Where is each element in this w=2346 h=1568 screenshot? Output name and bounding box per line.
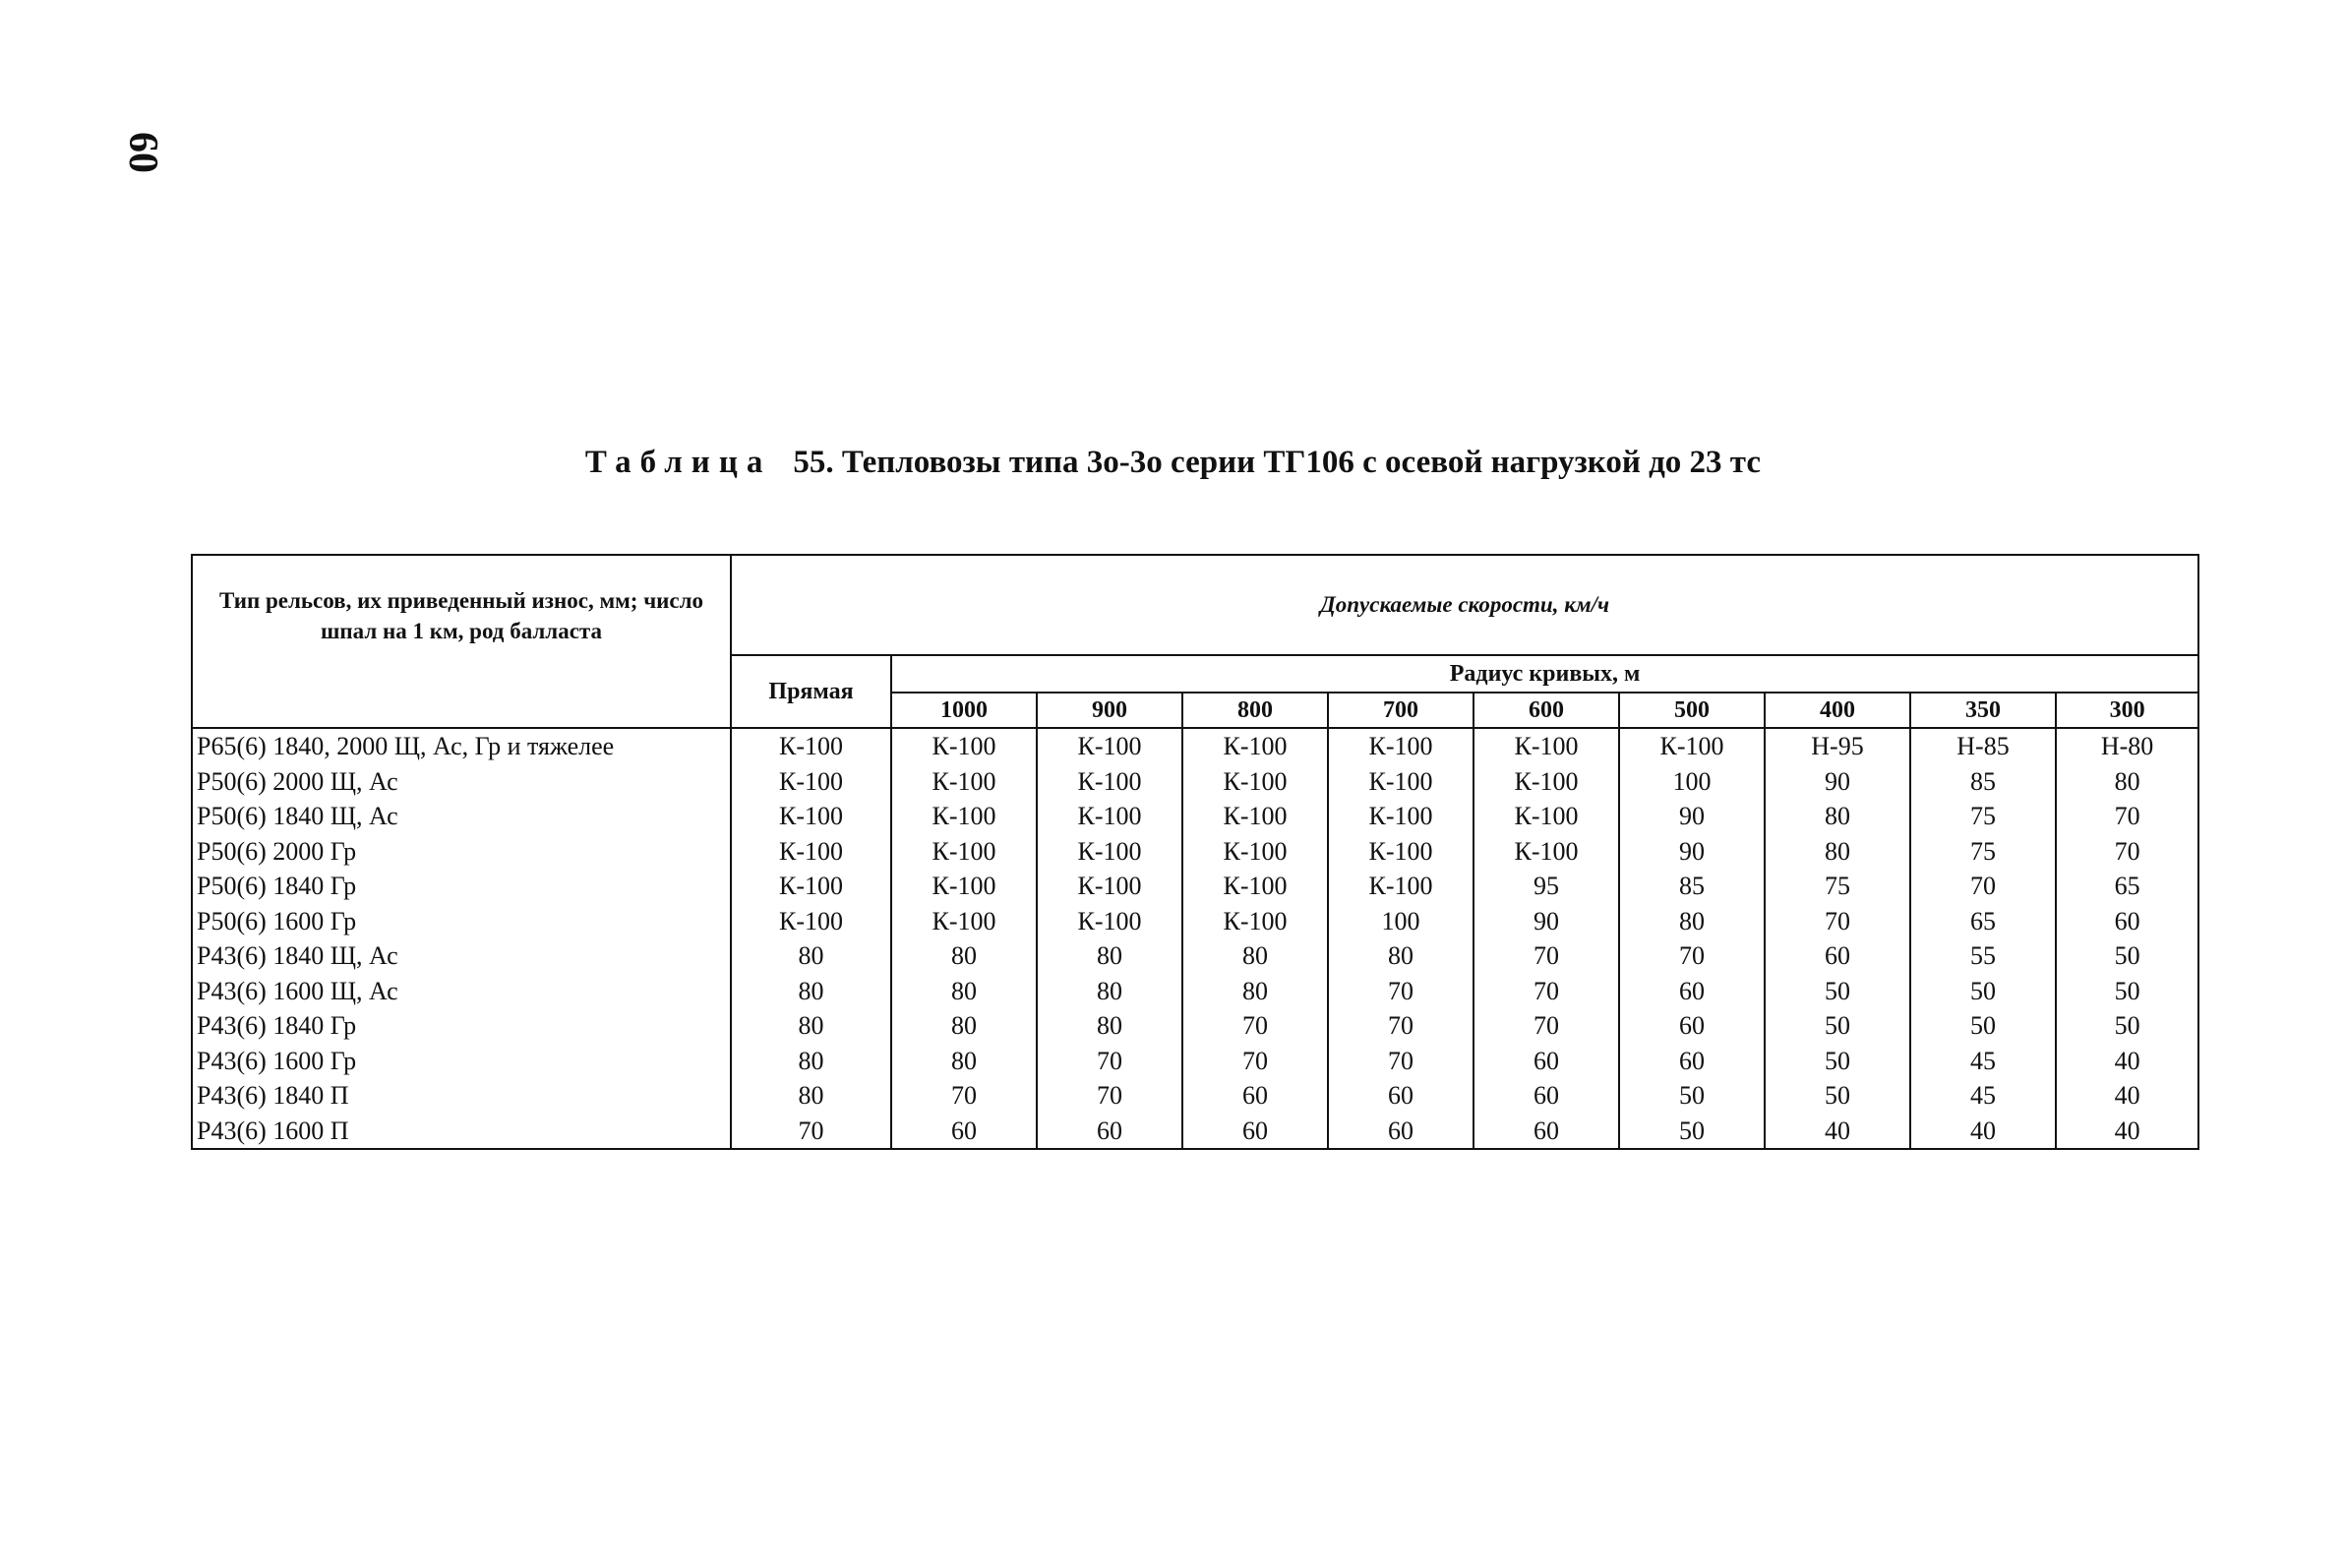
speed-cell-radius-800: К-100	[1182, 869, 1328, 904]
speed-cell-radius-400: 80	[1765, 799, 1910, 834]
speed-cell-radius-400: 50	[1765, 1044, 1910, 1079]
speed-cell-radius-900: К-100	[1037, 869, 1182, 904]
rail-type-cell: Р43(6) 1600 Щ, Ас	[192, 974, 731, 1009]
speed-cell-radius-900: К-100	[1037, 764, 1182, 800]
page-number-text: 60	[120, 132, 165, 173]
speed-cell-radius-350: 75	[1910, 834, 2056, 870]
speed-cell-radius-500: 50	[1619, 1078, 1765, 1114]
speed-cell-radius-500: 60	[1619, 1008, 1765, 1044]
speed-cell-radius-900: 70	[1037, 1078, 1182, 1114]
rail-type-cell: Р43(6) 1840 Щ, Ас	[192, 938, 731, 974]
speed-cell-radius-800: К-100	[1182, 728, 1328, 764]
speed-cell-radius-600: К-100	[1474, 799, 1619, 834]
speed-cell-radius-300: 65	[2056, 869, 2198, 904]
speed-cell-radius-700: 70	[1328, 974, 1474, 1009]
speed-cell-radius-800: К-100	[1182, 764, 1328, 800]
speed-cell-radius-500: К-100	[1619, 728, 1765, 764]
speed-cell-radius-600: 60	[1474, 1044, 1619, 1079]
header-radius-400: 400	[1765, 693, 1910, 728]
speed-cell-radius-400: Н-95	[1765, 728, 1910, 764]
speed-cell-radius-400: 70	[1765, 904, 1910, 939]
rail-type-cell: Р50(6) 1600 Гр	[192, 904, 731, 939]
speed-cell-radius-900: 70	[1037, 1044, 1182, 1079]
speed-cell-radius-350: 55	[1910, 938, 2056, 974]
speed-cell-straight: 80	[731, 1078, 891, 1114]
speed-cell-radius-350: 70	[1910, 869, 2056, 904]
speed-cell-straight: К-100	[731, 799, 891, 834]
speed-cell-straight: К-100	[731, 728, 891, 764]
speed-cell-radius-900: 80	[1037, 938, 1182, 974]
speed-cell-radius-900: К-100	[1037, 834, 1182, 870]
speed-cell-radius-700: 70	[1328, 1044, 1474, 1079]
table-row	[192, 1008, 2198, 1044]
speed-cell-straight: К-100	[731, 869, 891, 904]
rail-type-cell: Р43(6) 1840 Гр	[192, 1008, 731, 1044]
speed-cell-radius-500: 70	[1619, 938, 1765, 974]
speed-cell-radius-800: 80	[1182, 974, 1328, 1009]
speed-cell-radius-350: 75	[1910, 799, 2056, 834]
table-header	[192, 555, 2198, 728]
table-row	[192, 799, 2198, 834]
speed-cell-radius-800: К-100	[1182, 834, 1328, 870]
speed-cell-radius-600: 90	[1474, 904, 1619, 939]
table-title-label: Таблица	[584, 445, 772, 480]
speed-cell-radius-900: 80	[1037, 1008, 1182, 1044]
table-row	[192, 869, 2198, 904]
speed-cell-radius-350: 85	[1910, 764, 2056, 800]
header-radius-350: 350	[1910, 693, 2056, 728]
header-rail-type: Тип рельсов, их приведенный износ, мм; число шпал на 1 км, род балласта	[192, 555, 731, 728]
table-row	[192, 1114, 2198, 1150]
speed-cell-straight: 80	[731, 1044, 891, 1079]
speed-table	[191, 554, 2199, 1150]
speed-cell-radius-700: 70	[1328, 1008, 1474, 1044]
speed-cell-radius-1000: К-100	[891, 834, 1037, 870]
speed-cell-straight: К-100	[731, 764, 891, 800]
header-radius-500: 500	[1619, 693, 1765, 728]
speed-cell-radius-700: К-100	[1328, 728, 1474, 764]
speed-cell-radius-500: 60	[1619, 1044, 1765, 1079]
speed-cell-radius-400: 50	[1765, 1008, 1910, 1044]
speed-cell-radius-300: 40	[2056, 1078, 2198, 1114]
speed-cell-radius-1000: 70	[891, 1078, 1037, 1114]
speed-cell-radius-800: 70	[1182, 1044, 1328, 1079]
speed-cell-radius-600: 70	[1474, 938, 1619, 974]
speed-cell-radius-300: 70	[2056, 799, 2198, 834]
speed-cell-radius-800: К-100	[1182, 799, 1328, 834]
table-row	[192, 904, 2198, 939]
speed-cell-radius-1000: К-100	[891, 904, 1037, 939]
speed-cell-radius-700: К-100	[1328, 834, 1474, 870]
speed-cell-radius-600: 95	[1474, 869, 1619, 904]
header-curve-radius: Радиус кривых, м	[891, 655, 2198, 693]
speed-cell-radius-900: 60	[1037, 1114, 1182, 1150]
speed-cell-radius-350: 45	[1910, 1078, 2056, 1114]
header-radius-800: 800	[1182, 693, 1328, 728]
speed-cell-radius-400: 40	[1765, 1114, 1910, 1150]
page-number	[118, 123, 167, 182]
speed-cell-straight: К-100	[731, 904, 891, 939]
speed-cell-radius-350: 65	[1910, 904, 2056, 939]
rail-type-cell: Р65(6) 1840, 2000 Щ, Ас, Гр и тяжелее	[192, 728, 731, 764]
speed-cell-radius-1000: К-100	[891, 799, 1037, 834]
rail-type-cell: Р50(6) 2000 Гр	[192, 834, 731, 870]
speed-cell-radius-1000: 60	[891, 1114, 1037, 1150]
speed-cell-radius-600: 70	[1474, 1008, 1619, 1044]
speed-cell-radius-300: 70	[2056, 834, 2198, 870]
speed-cell-radius-350: 50	[1910, 974, 2056, 1009]
speed-cell-radius-600: К-100	[1474, 834, 1619, 870]
speed-cell-radius-300: 50	[2056, 974, 2198, 1009]
speed-cell-radius-1000: К-100	[891, 764, 1037, 800]
speed-cell-radius-350: 45	[1910, 1044, 2056, 1079]
speed-cell-radius-350: 40	[1910, 1114, 2056, 1150]
speed-cell-radius-700: 60	[1328, 1078, 1474, 1114]
speed-cell-radius-1000: К-100	[891, 728, 1037, 764]
speed-cell-radius-800: 60	[1182, 1078, 1328, 1114]
speed-cell-radius-700: 60	[1328, 1114, 1474, 1150]
table-row	[192, 938, 2198, 974]
speed-cell-radius-350: Н-85	[1910, 728, 2056, 764]
rail-type-cell: Р43(6) 1840 П	[192, 1078, 731, 1114]
speed-cell-radius-500: 90	[1619, 834, 1765, 870]
header-allowed-speeds: Допускаемые скорости, км/ч	[731, 555, 2198, 655]
speed-cell-radius-800: 80	[1182, 938, 1328, 974]
speed-cell-radius-400: 80	[1765, 834, 1910, 870]
speed-cell-radius-600: 60	[1474, 1078, 1619, 1114]
speed-cell-radius-600: 70	[1474, 974, 1619, 1009]
speed-cell-radius-500: 85	[1619, 869, 1765, 904]
table-row	[192, 1078, 2198, 1114]
speed-cell-radius-900: К-100	[1037, 799, 1182, 834]
table-title-text: 55. Тепловозы типа 3о-3о серии ТГ106 с осевой нагрузкой до 23 тс	[793, 445, 1762, 480]
speed-cell-radius-400: 50	[1765, 1078, 1910, 1114]
speed-cell-radius-600: К-100	[1474, 728, 1619, 764]
speed-cell-radius-600: К-100	[1474, 764, 1619, 800]
speed-cell-radius-700: К-100	[1328, 799, 1474, 834]
table-row	[192, 764, 2198, 800]
speed-cell-straight: 70	[731, 1114, 891, 1150]
table-title	[0, 445, 2346, 481]
header-straight: Прямая	[731, 655, 891, 728]
table-row	[192, 974, 2198, 1009]
speed-cell-radius-350: 50	[1910, 1008, 2056, 1044]
table-body	[192, 728, 2198, 1149]
speed-cell-radius-900: К-100	[1037, 728, 1182, 764]
speed-cell-radius-400: 75	[1765, 869, 1910, 904]
speed-cell-straight: К-100	[731, 834, 891, 870]
header-radius-900: 900	[1037, 693, 1182, 728]
speed-cell-radius-500: 60	[1619, 974, 1765, 1009]
speed-cell-radius-500: 80	[1619, 904, 1765, 939]
rail-type-cell: Р50(6) 1840 Гр	[192, 869, 731, 904]
speed-cell-radius-400: 50	[1765, 974, 1910, 1009]
speed-cell-radius-1000: 80	[891, 938, 1037, 974]
table-row	[192, 834, 2198, 870]
speed-cell-straight: 80	[731, 1008, 891, 1044]
speed-cell-radius-600: 60	[1474, 1114, 1619, 1150]
speed-cell-radius-300: 60	[2056, 904, 2198, 939]
speed-cell-radius-500: 90	[1619, 799, 1765, 834]
speed-cell-radius-900: К-100	[1037, 904, 1182, 939]
speed-cell-radius-300: 50	[2056, 938, 2198, 974]
speed-cell-radius-700: К-100	[1328, 764, 1474, 800]
table-row	[192, 1044, 2198, 1079]
header-radius-300: 300	[2056, 693, 2198, 728]
speed-cell-straight: 80	[731, 938, 891, 974]
speed-cell-straight: 80	[731, 974, 891, 1009]
speed-cell-radius-300: 40	[2056, 1114, 2198, 1150]
speed-cell-radius-800: К-100	[1182, 904, 1328, 939]
speed-cell-radius-300: 80	[2056, 764, 2198, 800]
speed-cell-radius-300: Н-80	[2056, 728, 2198, 764]
header-radius-1000: 1000	[891, 693, 1037, 728]
speed-cell-radius-300: 40	[2056, 1044, 2198, 1079]
speed-cell-radius-700: 80	[1328, 938, 1474, 974]
table-row	[192, 728, 2198, 764]
speed-cell-radius-500: 50	[1619, 1114, 1765, 1150]
speed-cell-radius-1000: К-100	[891, 869, 1037, 904]
header-radius-600: 600	[1474, 693, 1619, 728]
header-radius-700: 700	[1328, 693, 1474, 728]
speed-cell-radius-700: 100	[1328, 904, 1474, 939]
speed-cell-radius-800: 60	[1182, 1114, 1328, 1150]
speed-cell-radius-700: К-100	[1328, 869, 1474, 904]
rail-type-cell: Р43(6) 1600 П	[192, 1114, 731, 1150]
speed-cell-radius-900: 80	[1037, 974, 1182, 1009]
speed-cell-radius-300: 50	[2056, 1008, 2198, 1044]
speed-cell-radius-1000: 80	[891, 1008, 1037, 1044]
rail-type-cell: Р50(6) 1840 Щ, Ас	[192, 799, 731, 834]
rail-type-cell: Р43(6) 1600 Гр	[192, 1044, 731, 1079]
speed-cell-radius-1000: 80	[891, 1044, 1037, 1079]
speed-cell-radius-400: 60	[1765, 938, 1910, 974]
speed-cell-radius-800: 70	[1182, 1008, 1328, 1044]
speed-cell-radius-400: 90	[1765, 764, 1910, 800]
rail-type-cell: Р50(6) 2000 Щ, Ас	[192, 764, 731, 800]
speed-cell-radius-500: 100	[1619, 764, 1765, 800]
speed-cell-radius-1000: 80	[891, 974, 1037, 1009]
